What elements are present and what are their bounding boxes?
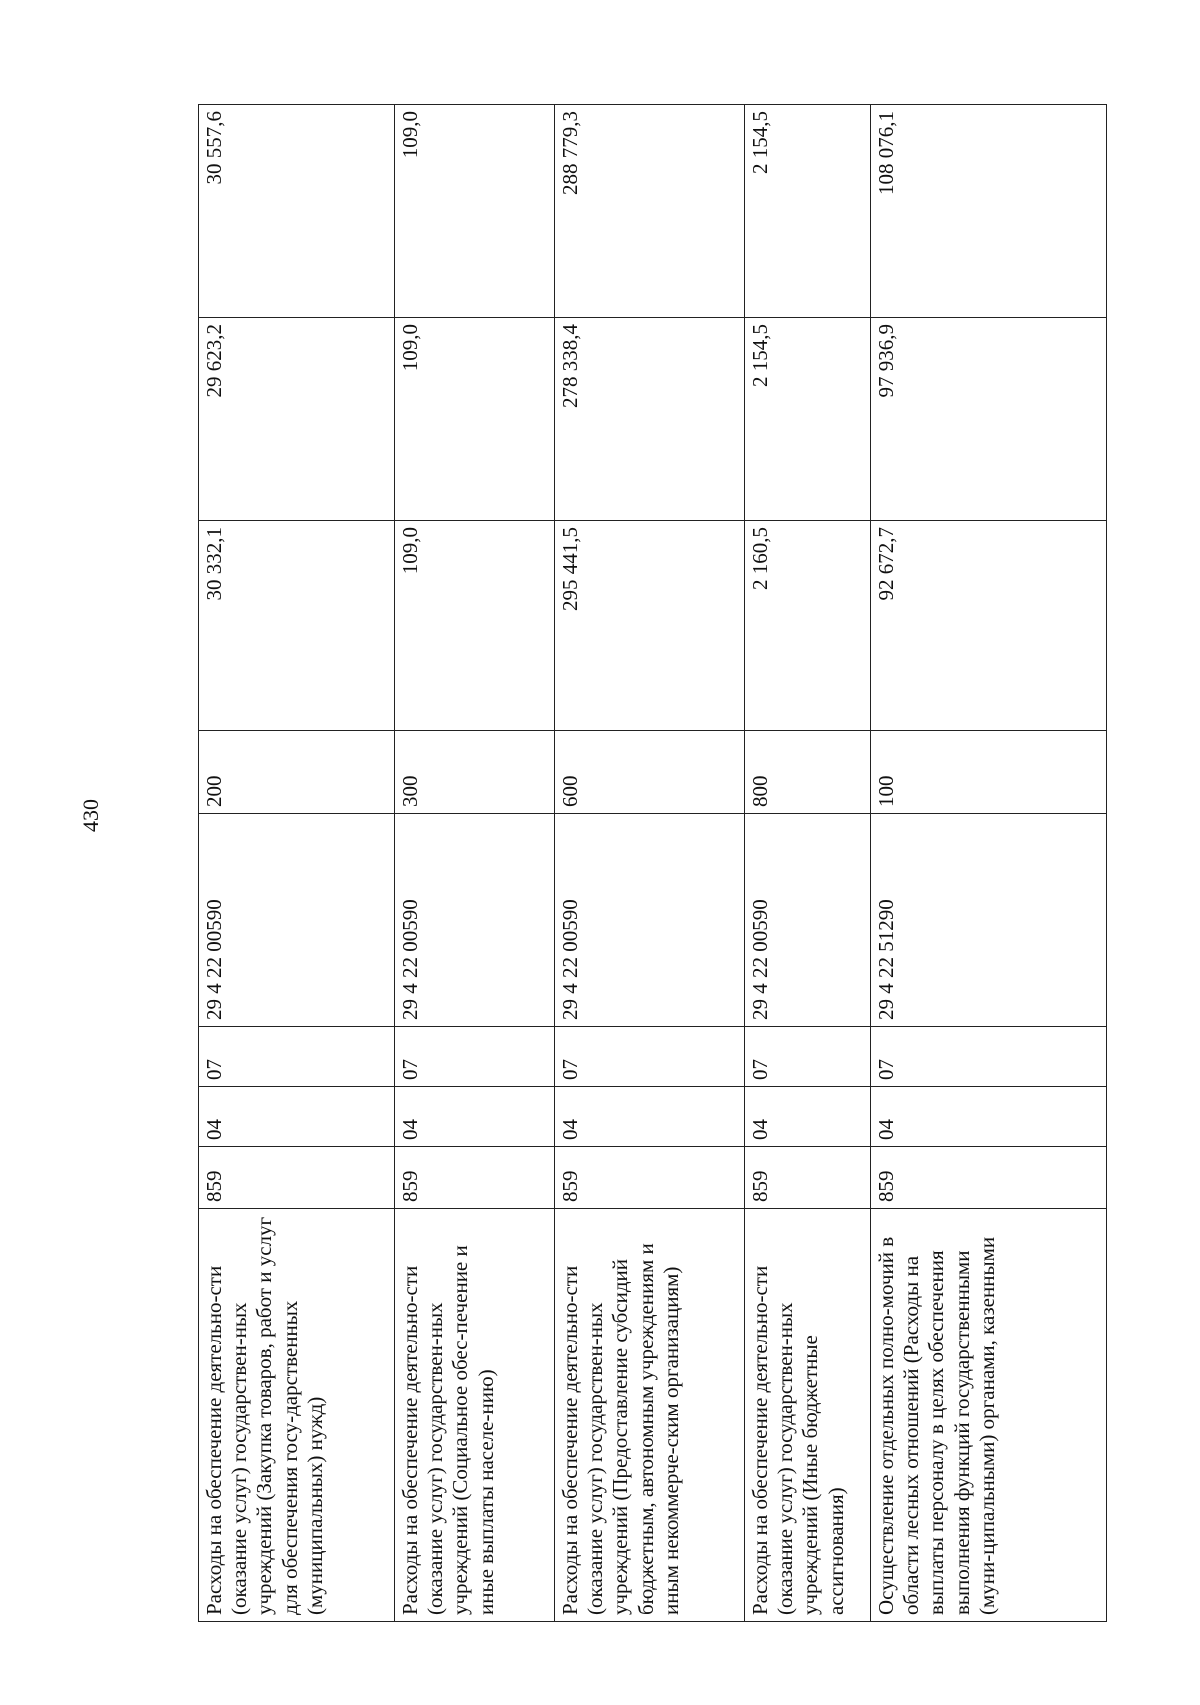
cell-ministry: 859 (555, 1147, 745, 1209)
table-row (555, 105, 745, 1622)
cell-expense-type: 800 (745, 731, 871, 814)
cell-amount-2: 109,0 (395, 318, 555, 521)
cell-amount-1: 30 332,1 (199, 521, 395, 731)
cell-ministry: 859 (745, 1147, 871, 1209)
cell-target-article: 29 4 22 51290 (871, 814, 1107, 1027)
cell-ministry: 859 (395, 1147, 555, 1209)
cell-amount-1: 295 441,5 (555, 521, 745, 731)
page-number: 430 (78, 799, 103, 832)
cell-description: Осуществление отдельных полно-мочий в области лесных отношений (Расходы на выплаты персоналу в целях обеспечения выполнения функций государственными (муни-ципальными) органами, казенными (871, 1209, 1107, 1622)
cell-section: 04 (395, 1087, 555, 1147)
cell-amount-3: 288 779,3 (555, 105, 745, 318)
cell-description: Расходы на обеспечение деятельно-сти (оказание услуг) государствен-ных учреждений (Закупка товаров, работ и услуг для обеспечения госу-дарственных (муниципальных) нужд) (199, 1209, 395, 1622)
cell-section: 04 (555, 1087, 745, 1147)
cell-expense-type: 300 (395, 731, 555, 814)
budget-table (198, 104, 1107, 1622)
cell-description: Расходы на обеспечение деятельно-сти (оказание услуг) государствен-ных учреждений (Предоставление субсидий бюджетным, автономным учреждениям и иным некоммерче-ским организациям) (555, 1209, 745, 1622)
cell-amount-2: 278 338,4 (555, 318, 745, 521)
cell-expense-type: 600 (555, 731, 745, 814)
table-row (871, 105, 1107, 1622)
cell-description: Расходы на обеспечение деятельно-сти (оказание услуг) государствен-ных учреждений (Иные бюджетные ассигнования) (745, 1209, 871, 1622)
cell-subsection: 07 (555, 1027, 745, 1087)
cell-expense-type: 200 (199, 731, 395, 814)
cell-amount-3: 2 154,5 (745, 105, 871, 318)
cell-amount-1: 2 160,5 (745, 521, 871, 731)
cell-amount-3: 109,0 (395, 105, 555, 318)
table-row (199, 105, 395, 1622)
budget-table-rotated (198, 105, 1106, 1622)
cell-amount-1: 92 672,7 (871, 521, 1107, 731)
cell-amount-3: 108 076,1 (871, 105, 1107, 318)
cell-amount-3: 30 557,6 (199, 105, 395, 318)
cell-amount-1: 109,0 (395, 521, 555, 731)
cell-section: 04 (745, 1087, 871, 1147)
cell-subsection: 07 (871, 1027, 1107, 1087)
cell-expense-type: 100 (871, 731, 1107, 814)
cell-target-article: 29 4 22 00590 (555, 814, 745, 1027)
cell-section: 04 (871, 1087, 1107, 1147)
cell-amount-2: 2 154,5 (745, 318, 871, 521)
cell-amount-2: 29 623,2 (199, 318, 395, 521)
cell-subsection: 07 (199, 1027, 395, 1087)
cell-target-article: 29 4 22 00590 (199, 814, 395, 1027)
cell-ministry: 859 (871, 1147, 1107, 1209)
cell-amount-2: 97 936,9 (871, 318, 1107, 521)
table-row (395, 105, 555, 1622)
cell-target-article: 29 4 22 00590 (395, 814, 555, 1027)
cell-subsection: 07 (395, 1027, 555, 1087)
cell-section: 04 (199, 1087, 395, 1147)
cell-description: Расходы на обеспечение деятельно-сти (оказание услуг) государствен-ных учреждений (Социальное обес-печение и иные выплаты населе-нию) (395, 1209, 555, 1622)
table-row (745, 105, 871, 1622)
cell-target-article: 29 4 22 00590 (745, 814, 871, 1027)
cell-subsection: 07 (745, 1027, 871, 1087)
cell-ministry: 859 (199, 1147, 395, 1209)
